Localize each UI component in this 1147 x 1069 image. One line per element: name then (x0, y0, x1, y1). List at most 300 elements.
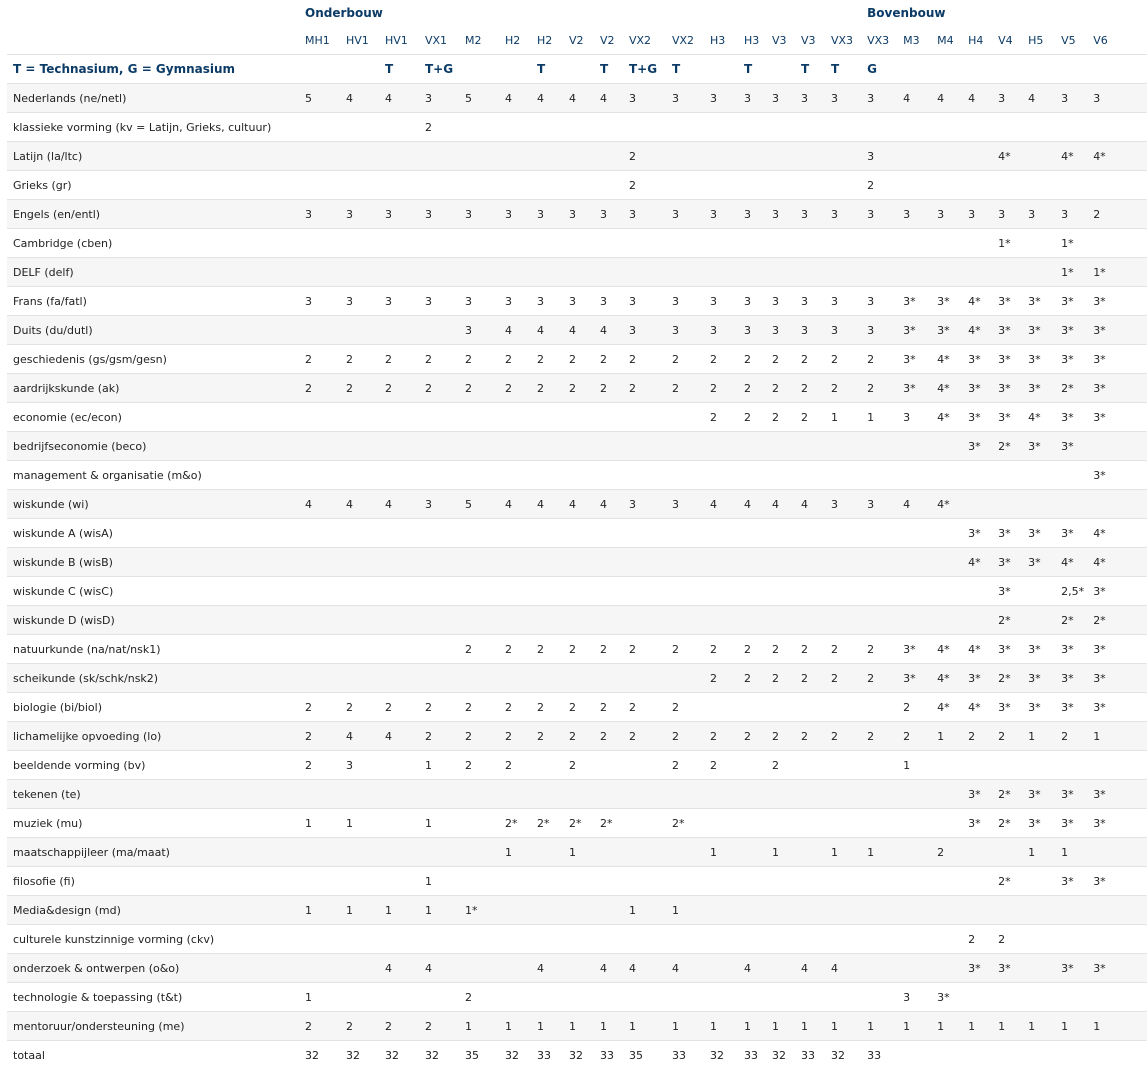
hours-cell (567, 867, 598, 896)
hours-cell (865, 693, 901, 722)
table-row (7, 200, 1147, 229)
hours-cell (966, 258, 996, 287)
hours-cell: 4 (670, 954, 708, 983)
hours-cell (627, 548, 670, 577)
hours-cell (598, 432, 627, 461)
hours-cell (567, 954, 598, 983)
hours-cell (1026, 1041, 1059, 1069)
hours-cell: 2 (966, 925, 996, 954)
hours-cell: 2* (996, 867, 1026, 896)
hours-cell: 2 (865, 722, 901, 751)
hours-cell: 4* (935, 490, 966, 519)
hours-cell: 3* (1026, 664, 1059, 693)
hours-cell (829, 925, 865, 954)
hours-cell (598, 258, 627, 287)
hours-cell (742, 519, 770, 548)
hours-cell (935, 606, 966, 635)
table-row (7, 664, 1147, 693)
hours-cell (344, 229, 383, 258)
hours-cell: 4 (383, 84, 423, 113)
hours-cell (799, 142, 829, 171)
hours-cell (770, 461, 799, 490)
hours-cell (344, 983, 383, 1012)
hours-cell: 4* (1091, 519, 1147, 548)
hours-cell: 2* (670, 809, 708, 838)
hours-cell (598, 577, 627, 606)
hours-cell: 4 (770, 490, 799, 519)
table-row (7, 925, 1147, 954)
hours-cell (829, 693, 865, 722)
hours-cell (383, 606, 423, 635)
hours-cell (670, 519, 708, 548)
hours-cell: 4 (344, 490, 383, 519)
hours-cell: 3 (799, 287, 829, 316)
hours-cell (303, 867, 344, 896)
hours-cell (1026, 896, 1059, 925)
hours-cell: 4* (935, 345, 966, 374)
hours-cell (829, 983, 865, 1012)
hours-cell (567, 113, 598, 142)
table-row (7, 635, 1147, 664)
hours-cell (383, 258, 423, 287)
hours-cell: 2 (303, 345, 344, 374)
hours-cell (865, 780, 901, 809)
hours-cell (1091, 896, 1147, 925)
hours-cell: 3* (935, 316, 966, 345)
hours-cell (708, 809, 742, 838)
hours-cell (966, 606, 996, 635)
hours-cell: 2 (966, 722, 996, 751)
subject-label: culturele kunstzinnige vorming (ckv) (7, 925, 303, 954)
hours-cell: 1 (829, 403, 865, 432)
hours-cell: 2* (996, 664, 1026, 693)
table-row (7, 867, 1147, 896)
hours-cell (901, 142, 935, 171)
hours-cell: 3 (1059, 84, 1091, 113)
hours-cell: 3* (966, 374, 996, 403)
hours-cell (344, 316, 383, 345)
hours-cell (567, 142, 598, 171)
hours-cell (463, 258, 503, 287)
subject-label: Engels (en/entl) (7, 200, 303, 229)
subject-label: onderzoek & ontwerpen (o&o) (7, 954, 303, 983)
group-header-row (7, 0, 1147, 26)
hours-cell (935, 954, 966, 983)
hours-cell: 3* (966, 345, 996, 374)
hours-cell: 3 (770, 200, 799, 229)
hours-cell: 3* (901, 287, 935, 316)
hours-cell (670, 838, 708, 867)
hours-cell (966, 577, 996, 606)
hours-cell (829, 606, 865, 635)
hours-cell (344, 432, 383, 461)
hours-cell (567, 403, 598, 432)
hours-cell: 3 (627, 316, 670, 345)
hours-cell (1026, 867, 1059, 896)
hours-cell (423, 432, 463, 461)
hours-cell: 4 (598, 316, 627, 345)
hours-cell: 2 (303, 693, 344, 722)
hours-cell: 2,5* (1059, 577, 1091, 606)
hours-cell: 1 (935, 722, 966, 751)
hours-cell: 3 (829, 316, 865, 345)
hours-cell: 2 (423, 693, 463, 722)
hours-cell: 3* (935, 287, 966, 316)
hours-cell: 2 (627, 345, 670, 374)
hours-cell (670, 171, 708, 200)
hours-cell: 1 (303, 896, 344, 925)
hours-cell: 4* (935, 693, 966, 722)
hours-cell (383, 809, 423, 838)
legend-cell (1091, 55, 1147, 84)
hours-cell: 3* (1026, 809, 1059, 838)
hours-cell (383, 403, 423, 432)
hours-cell: 1* (1059, 258, 1091, 287)
hours-cell (865, 751, 901, 780)
hours-cell: 5 (463, 84, 503, 113)
hours-cell (423, 403, 463, 432)
hours-cell (383, 432, 423, 461)
hours-cell (742, 693, 770, 722)
hours-cell: 2 (627, 171, 670, 200)
legend-cell (503, 55, 535, 84)
hours-cell: 3 (865, 200, 901, 229)
hours-cell: 3* (1059, 635, 1091, 664)
hours-cell: 4* (966, 316, 996, 345)
hours-cell: 2 (799, 403, 829, 432)
hours-cell: 2 (670, 751, 708, 780)
hours-cell (708, 896, 742, 925)
hours-cell: 3* (1026, 287, 1059, 316)
hours-cell: 1 (708, 1012, 742, 1041)
column-header: H2 (535, 26, 567, 55)
hours-cell: 3* (1059, 867, 1091, 896)
hours-cell: 2 (463, 983, 503, 1012)
hours-cell (383, 751, 423, 780)
hours-cell (829, 867, 865, 896)
hours-cell: 2* (1091, 606, 1147, 635)
hours-cell (829, 780, 865, 809)
hours-cell: 5 (303, 84, 344, 113)
hours-cell (423, 316, 463, 345)
hours-cell (670, 113, 708, 142)
hours-cell (344, 606, 383, 635)
hours-cell: 3 (598, 200, 627, 229)
hours-cell (742, 809, 770, 838)
hours-cell (901, 606, 935, 635)
hours-cell: 4 (1026, 84, 1059, 113)
hours-cell: 2 (799, 722, 829, 751)
hours-cell (383, 838, 423, 867)
hours-cell (770, 606, 799, 635)
hours-cell: 1 (303, 809, 344, 838)
hours-cell (344, 954, 383, 983)
hours-cell (829, 258, 865, 287)
hours-cell (1026, 142, 1059, 171)
hours-cell (829, 751, 865, 780)
hours-cell: 2 (503, 722, 535, 751)
hours-cell (627, 664, 670, 693)
column-header: V6 (1091, 26, 1147, 55)
hours-cell (463, 519, 503, 548)
hours-cell: 3 (865, 490, 901, 519)
hours-cell (966, 461, 996, 490)
table-row (7, 403, 1147, 432)
hours-cell (708, 171, 742, 200)
hours-cell (670, 577, 708, 606)
hours-cell: 4 (503, 490, 535, 519)
hours-cell: 2 (901, 722, 935, 751)
hours-cell: 3 (463, 200, 503, 229)
hours-cell (742, 780, 770, 809)
hours-cell: 4 (567, 316, 598, 345)
hours-cell (423, 171, 463, 200)
hours-cell (627, 751, 670, 780)
hours-cell (1059, 461, 1091, 490)
hours-cell (708, 954, 742, 983)
hours-cell: 1 (935, 1012, 966, 1041)
hours-cell: 2 (598, 635, 627, 664)
hours-cell: 3 (829, 490, 865, 519)
hours-cell (598, 113, 627, 142)
hours-cell (303, 635, 344, 664)
hours-cell (503, 548, 535, 577)
hours-cell: 1 (627, 896, 670, 925)
table-row (7, 258, 1147, 287)
hours-cell (901, 519, 935, 548)
hours-cell: 3 (829, 84, 865, 113)
hours-cell (708, 925, 742, 954)
hours-cell: 3* (901, 664, 935, 693)
hours-cell (935, 548, 966, 577)
column-header: M3 (901, 26, 935, 55)
hours-cell: 4 (901, 84, 935, 113)
hours-cell (567, 258, 598, 287)
hours-cell: 2* (503, 809, 535, 838)
hours-cell: 3* (1026, 519, 1059, 548)
hours-cell: 3* (1059, 432, 1091, 461)
hours-cell: 3* (1059, 954, 1091, 983)
hours-cell: 2* (1059, 606, 1091, 635)
hours-cell (627, 606, 670, 635)
hours-cell: 3* (996, 577, 1026, 606)
hours-cell (799, 896, 829, 925)
subject-label: DELF (delf) (7, 258, 303, 287)
hours-cell: 3* (1026, 548, 1059, 577)
hours-cell: 3 (966, 200, 996, 229)
legend-cell: T (799, 55, 829, 84)
hours-cell (598, 925, 627, 954)
hours-cell (503, 229, 535, 258)
hours-cell (503, 113, 535, 142)
hours-cell: 2 (670, 635, 708, 664)
legend-cell: T (598, 55, 627, 84)
legend-cell (1059, 55, 1091, 84)
hours-cell: 2 (383, 374, 423, 403)
subject-label: management & organisatie (m&o) (7, 461, 303, 490)
hours-cell: 3* (996, 345, 1026, 374)
hours-cell: 4* (966, 635, 996, 664)
hours-cell: 2 (503, 635, 535, 664)
hours-cell: 3* (966, 403, 996, 432)
hours-cell: 2 (770, 345, 799, 374)
subject-label: wiskunde B (wisB) (7, 548, 303, 577)
hours-cell (1026, 171, 1059, 200)
hours-cell (996, 258, 1026, 287)
hours-cell (503, 171, 535, 200)
hours-cell (423, 142, 463, 171)
hours-cell: 4 (535, 490, 567, 519)
hours-cell: 4 (799, 490, 829, 519)
hours-cell (901, 577, 935, 606)
hours-cell (935, 1041, 966, 1069)
hours-cell: 1 (865, 403, 901, 432)
hours-cell (535, 258, 567, 287)
hours-cell: 3* (901, 635, 935, 664)
hours-cell (627, 577, 670, 606)
hours-cell: 2 (463, 722, 503, 751)
hours-cell: 3 (383, 200, 423, 229)
subject-label: scheikunde (sk/schk/nsk2) (7, 664, 303, 693)
hours-cell (670, 258, 708, 287)
hours-cell: 2 (503, 374, 535, 403)
hours-cell (966, 1041, 996, 1069)
hours-cell (829, 229, 865, 258)
hours-cell (463, 809, 503, 838)
hours-cell (627, 780, 670, 809)
hours-cell (901, 838, 935, 867)
hours-cell (567, 171, 598, 200)
hours-cell: 3* (1091, 403, 1147, 432)
table-row (7, 171, 1147, 200)
hours-cell (708, 780, 742, 809)
hours-cell: 2* (996, 809, 1026, 838)
hours-cell (535, 461, 567, 490)
column-header: HV1 (383, 26, 423, 55)
hours-cell (1026, 983, 1059, 1012)
hours-cell: 3 (423, 84, 463, 113)
hours-cell: 4 (303, 490, 344, 519)
subject-label: geschiedenis (gs/gsm/gesn) (7, 345, 303, 374)
hours-cell (770, 142, 799, 171)
hours-cell (344, 548, 383, 577)
hours-cell (901, 258, 935, 287)
hours-cell: 2 (829, 664, 865, 693)
legend-cell: T (829, 55, 865, 84)
hours-cell: 2* (1059, 374, 1091, 403)
hours-cell: 3* (996, 954, 1026, 983)
hours-cell (463, 606, 503, 635)
hours-cell: 3 (503, 200, 535, 229)
hours-cell (1059, 171, 1091, 200)
hours-cell: 3* (1026, 345, 1059, 374)
hours-cell: 2 (344, 1012, 383, 1041)
hours-cell (799, 113, 829, 142)
hours-cell (598, 983, 627, 1012)
hours-cell: 2* (996, 606, 1026, 635)
hours-cell: 2 (1059, 722, 1091, 751)
hours-cell: 4 (383, 954, 423, 983)
hours-cell (463, 403, 503, 432)
column-header: V3 (770, 26, 799, 55)
hours-cell (463, 461, 503, 490)
hours-cell (344, 258, 383, 287)
hours-cell: 3 (423, 490, 463, 519)
hours-cell (1026, 925, 1059, 954)
hours-cell: 2 (535, 722, 567, 751)
hours-cell (303, 780, 344, 809)
hours-cell (865, 954, 901, 983)
hours-cell (383, 577, 423, 606)
hours-cell: 3 (567, 200, 598, 229)
hours-cell (503, 780, 535, 809)
hours-cell: 1 (567, 1012, 598, 1041)
hours-cell: 1 (670, 896, 708, 925)
hours-cell: 1 (1026, 1012, 1059, 1041)
legend-cell: T+G (627, 55, 670, 84)
subject-label: technologie & toepassing (t&t) (7, 983, 303, 1012)
column-header: VX2 (670, 26, 708, 55)
hours-cell: 1 (344, 896, 383, 925)
hours-cell (535, 867, 567, 896)
hours-cell (829, 171, 865, 200)
subject-label: Latijn (la/ltc) (7, 142, 303, 171)
table-row (7, 780, 1147, 809)
hours-cell (598, 229, 627, 258)
hours-cell: 2 (865, 374, 901, 403)
lessentabel (7, 0, 1147, 1069)
hours-cell (598, 548, 627, 577)
hours-cell (935, 432, 966, 461)
hours-cell: 3 (535, 287, 567, 316)
hours-cell: 4* (966, 287, 996, 316)
hours-cell: 3* (1091, 461, 1147, 490)
hours-cell: 2 (708, 374, 742, 403)
hours-cell (770, 867, 799, 896)
table-row (7, 84, 1147, 113)
hours-cell: 2* (535, 809, 567, 838)
hours-cell: 32 (829, 1041, 865, 1069)
hours-cell (303, 258, 344, 287)
hours-cell: 3 (708, 84, 742, 113)
hours-cell (865, 548, 901, 577)
hours-cell: 4 (627, 954, 670, 983)
hours-cell: 1 (423, 751, 463, 780)
hours-cell (708, 113, 742, 142)
hours-cell: 2 (598, 345, 627, 374)
hours-cell (708, 432, 742, 461)
hours-cell (1026, 461, 1059, 490)
hours-cell (535, 838, 567, 867)
hours-cell: 2 (770, 722, 799, 751)
hours-cell: 3* (1059, 287, 1091, 316)
table-row (7, 490, 1147, 519)
hours-cell: 2 (742, 345, 770, 374)
hours-cell: 3 (670, 490, 708, 519)
hours-cell (935, 142, 966, 171)
hours-cell (598, 171, 627, 200)
hours-cell: 4 (423, 954, 463, 983)
hours-cell (935, 751, 966, 780)
hours-cell: 1 (829, 1012, 865, 1041)
hours-cell (770, 432, 799, 461)
hours-cell (1059, 490, 1091, 519)
hours-cell (567, 577, 598, 606)
hours-cell: 2 (423, 345, 463, 374)
hours-cell (598, 751, 627, 780)
hours-cell (627, 258, 670, 287)
hours-cell (670, 142, 708, 171)
